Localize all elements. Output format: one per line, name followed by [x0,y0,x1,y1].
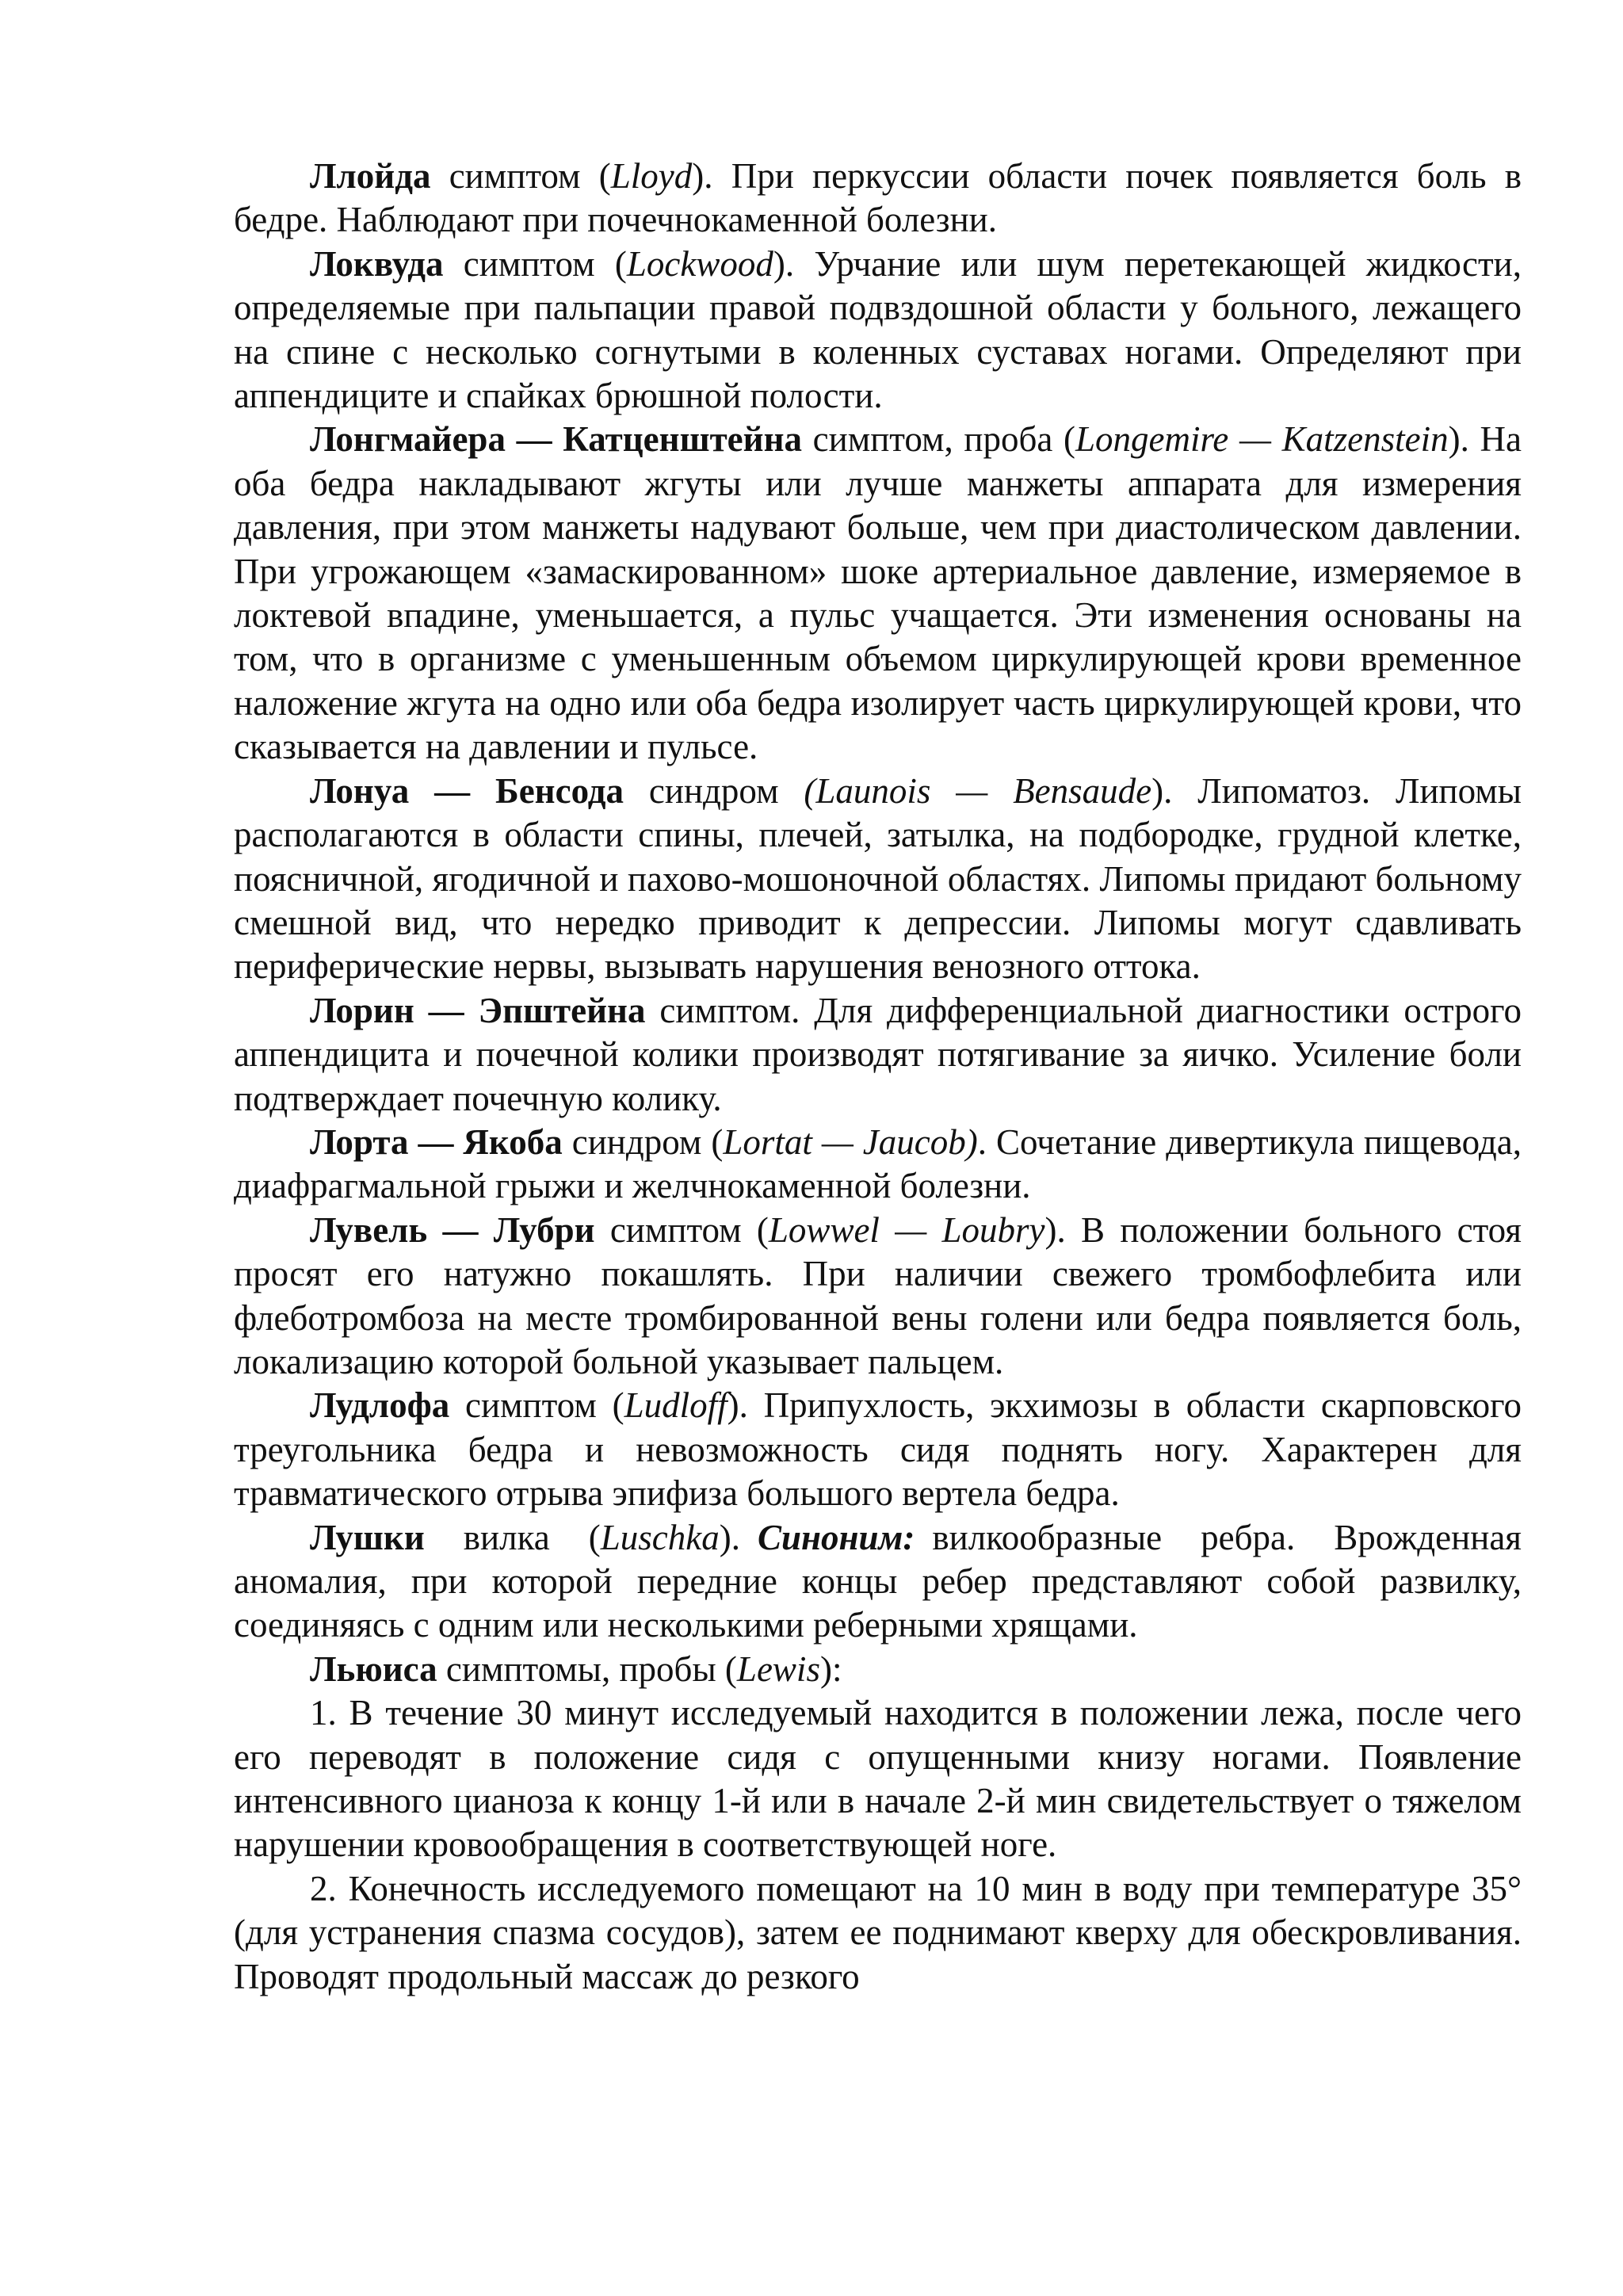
latin-name: Ludloff [624,1385,727,1426]
entry-term: Лорта — Якоба [310,1121,563,1162]
entry-lorin-epstein: Лорин — Эпштейна симптом. Для дифференциальной диагностики острого аппендицита и почечной колики производят потягивание за яичко. Усиление боли подтверждает почечную колику. [234,990,1522,1118]
numbered-item-1: 1. В течение 30 минут исследуемый находится в положении лежа, после чего его переводят в положение сидя с опущенными книзу ногами. Появление интенсивного цианоза к концу 1-й или в начале 2-й мин свидетельствует о тяжелом нарушении кровообращения в соответствующей ноге. [234,1693,1522,1865]
latin-name: Lockwood [626,243,773,284]
entry-term: Ллойда [310,156,431,196]
entry-lewis: Льюиса симптомы, пробы (Lewis): [310,1648,842,1689]
entry-luschka: Лушки вилка (Luschka). Синоним: вилкообразные ребра. Врожденная аномалия, при которой передние концы ребер представляют собой развилку, соединяясь с одним или несколькими реберными хрящами. [234,1517,1522,1645]
synonym-label: Синоним: [758,1517,915,1557]
entry-term: Льюиса [310,1648,437,1689]
latin-name: Luschka [600,1517,720,1557]
entry-longemire-katzenstein: Лонгмайера — Катценштейна симптом, проба (Longemire — Katzenstein). На оба бедра накладывают жгуты или лучше манжеты аппарата для измерения давления, при этом манжеты надувают больше, чем при диастолическом давлении. При угрожающем «замаскированном» шоке артериальное давление, измеряемое в локтевой впадине, уменьшается, а пульс учащается. Эти изменения основаны на том, что в организме с уменьшенным объемом циркулирующей крови временное наложение жгута на одно или оба бедра изолирует часть циркулирующей крови, что сказывается на давлении и пульсе. [234,419,1522,767]
entry-term: Лувель — Лубри [310,1209,595,1250]
entry-term: Лонгмайера — Катценштейна [310,419,802,460]
entry-lockwood: Локвуда симптом (Lockwood). Урчание или шум перетекающей жидкости, определяемые при пальпации правой подвздошной области у больного, лежащего на спине с несколько согнутыми в коленных суставах ногами. Определяют при аппендиците и спайках брюшной полости. [234,243,1522,416]
latin-name: Lortat — Jaucob) [723,1121,978,1162]
entry-term: Лорин — Эпштейна [310,990,646,1030]
entry-ludloff: Лудлофа симптом (Ludloff). Припухлость, экхимозы в области скарповского треугольника бедра и невозможность сидя поднять ногу. Характерен для травматического отрыва эпифиза большого вертела бедра. [234,1385,1522,1514]
entry-term: Лушки [310,1517,425,1557]
latin-name: (Launois — Bensaude [804,770,1152,811]
entry-lortat-jaucob: Лорта — Якоба синдром (Lortat — Jaucob). Сочетание дивертикула пищевода, диафрагмальной грыжи и желчнокаменной болезни. [234,1121,1522,1206]
latin-name: Lowwel — Loubry [768,1209,1045,1250]
latin-name: Lloyd [610,156,693,196]
entry-lowwel-loubry: Лувель — Лубри симптом (Lowwel — Loubry). В положении больного стоя просят его натужно покашлять. При наличии свежего тромбофлебита или флеботромбоза на месте тромбированной вены голени или бедра появляется боль, локализацию которой больной указывает пальцем. [234,1209,1522,1381]
latin-name: Lewis [736,1648,820,1689]
entry-term: Лудлофа [310,1385,450,1426]
document-page [234,155,1522,1999]
latin-name: Longemire — Katzenstein [1075,419,1449,460]
entry-lloyd: Ллойда симптом (Lloyd). При перкуссии области почек появляется боль в бедре. Наблюдают при почечнокаменной болезни. [234,156,1522,240]
entry-term: Лонуа — Бенсода [310,770,624,811]
entry-launois-bensaude: Лонуа — Бенсода синдром (Launois — Bensaude). Липоматоз. Липомы располагаются в области спины, плечей, затылка, на подбородке, грудной клетке, поясничной, ягодичной и пахово-мошоночной областях. Липомы придают больному смешной вид, что нередко приводит к депрессии. Липомы могут сдавливать периферические нервы, вызывать нарушения венозного оттока. [234,770,1522,987]
entry-term: Локвуда [310,243,444,284]
numbered-item-2: 2. Конечность исследуемого помещают на 10 мин в воду при температуре 35° (для устранения спазма сосудов), затем ее поднимают кверху для обескровливания. Проводят продольный массаж до резкого [234,1868,1522,1996]
